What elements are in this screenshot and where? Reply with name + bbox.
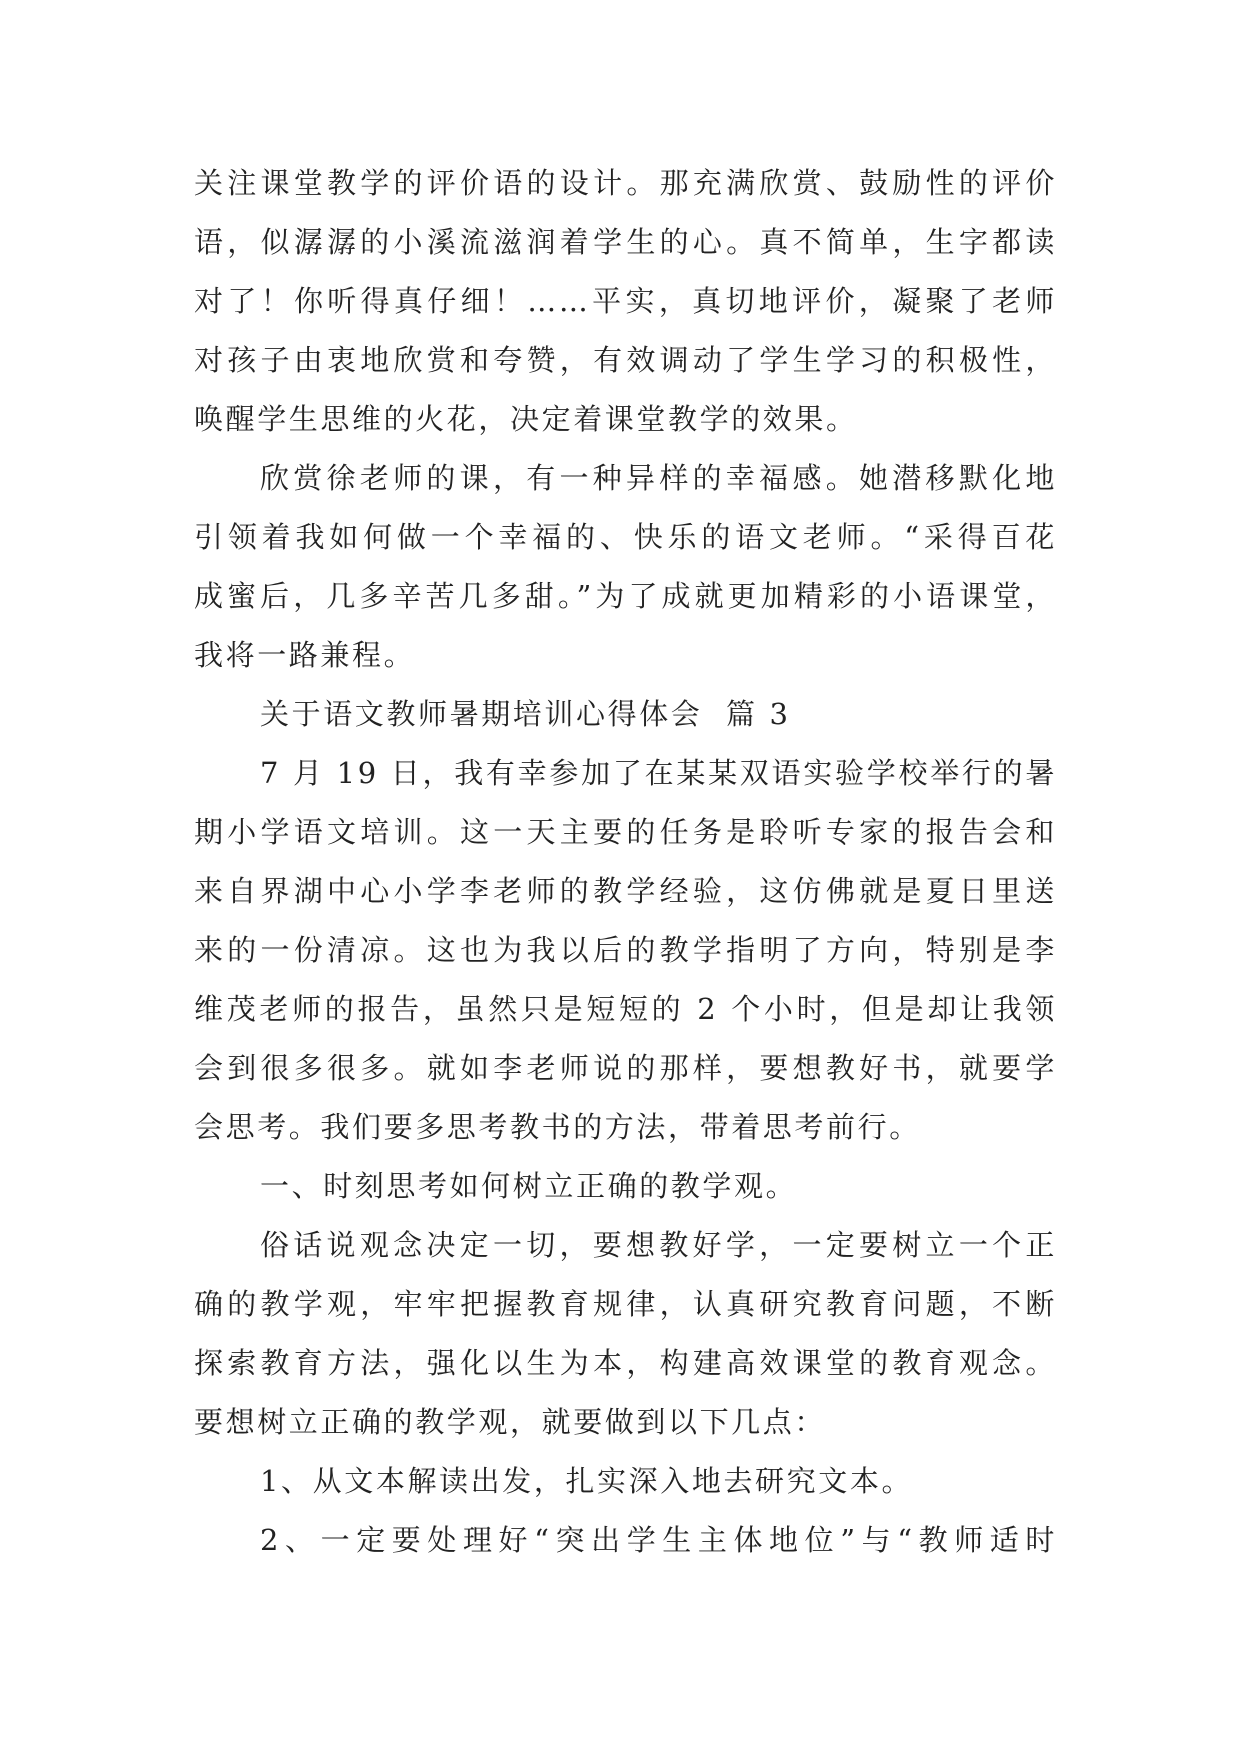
list-item-text: 2、一定要处理好“突出学生主体地位”与“教师适时 — [260, 1523, 1057, 1557]
paragraph-line: 会思考。我们要多思考教书的方法，带着思考前行。 — [194, 1110, 921, 1144]
paragraph-line: 确的教学观，牢牢把握教育规律，认真研究教育问题，不断 — [194, 1287, 1057, 1321]
paragraph-line: 对了！你听得真仔细！……平实，真切地评价，凝聚了老师 — [194, 284, 1057, 318]
paragraph — [194, 1216, 1057, 1452]
document-body — [194, 154, 1057, 1570]
paragraph-line: 欣赏徐老师的课，有一种异样的幸福感。她潜移默化地 — [260, 461, 1057, 495]
paragraph-line: 我将一路兼程。 — [194, 638, 416, 672]
paragraph-line: 成蜜后，几多辛苦几多甜。”为了成就更加精彩的小语课堂， — [194, 579, 1057, 613]
list-item — [194, 1511, 1057, 1570]
section-heading — [194, 685, 1057, 744]
paragraph-line: 来自界湖中心小学李老师的教学经验，这仿佛就是夏日里送 — [194, 874, 1057, 908]
list-item-text: 1、从文本解读出发，扎实深入地去研究文本。 — [260, 1464, 914, 1498]
paragraph — [194, 449, 1057, 685]
list-item — [194, 1452, 1057, 1511]
subheading-text: 一、时刻思考如何树立正确的教学观。 — [260, 1169, 798, 1203]
paragraph-line: 对孩子由衷地欣赏和夸赞，有效调动了学生学习的积极性， — [194, 343, 1057, 377]
section-heading-text: 关于语文教师暑期培训心得体会 篇 3 — [260, 697, 791, 731]
paragraph-line: 要想树立正确的教学观，就要做到以下几点： — [194, 1405, 827, 1439]
paragraph-line: 关注课堂教学的评价语的设计。那充满欣赏、鼓励性的评价 — [194, 166, 1057, 200]
paragraph-line: 来的一份清凉。这也为我以后的教学指明了方向，特别是李 — [194, 933, 1057, 967]
paragraph-line: 俗话说观念决定一切，要想教好学，一定要树立一个正 — [260, 1228, 1057, 1262]
paragraph-line: 引领着我如何做一个幸福的、快乐的语文老师。“采得百花 — [194, 520, 1057, 554]
paragraph-line: 会到很多很多。就如李老师说的那样，要想教好书，就要学 — [194, 1051, 1057, 1085]
paragraph — [194, 744, 1057, 1157]
paragraph — [194, 154, 1057, 449]
paragraph-line: 探索教育方法，强化以生为本，构建高效课堂的教育观念。 — [194, 1346, 1057, 1380]
paragraph-line: 期小学语文培训。这一天主要的任务是聆听专家的报告会和 — [194, 815, 1057, 849]
subheading — [194, 1157, 1057, 1216]
paragraph-line: 唤醒学生思维的火花，决定着课堂教学的效果。 — [194, 402, 858, 436]
paragraph-line: 维茂老师的报告，虽然只是短短的 2 个小时，但是却让我领 — [194, 992, 1057, 1026]
paragraph-line: 语，似潺潺的小溪流滋润着学生的心。真不简单，生字都读 — [194, 225, 1057, 259]
paragraph-line: 7 月 19 日，我有幸参加了在某某双语实验学校举行的暑 — [260, 756, 1057, 790]
